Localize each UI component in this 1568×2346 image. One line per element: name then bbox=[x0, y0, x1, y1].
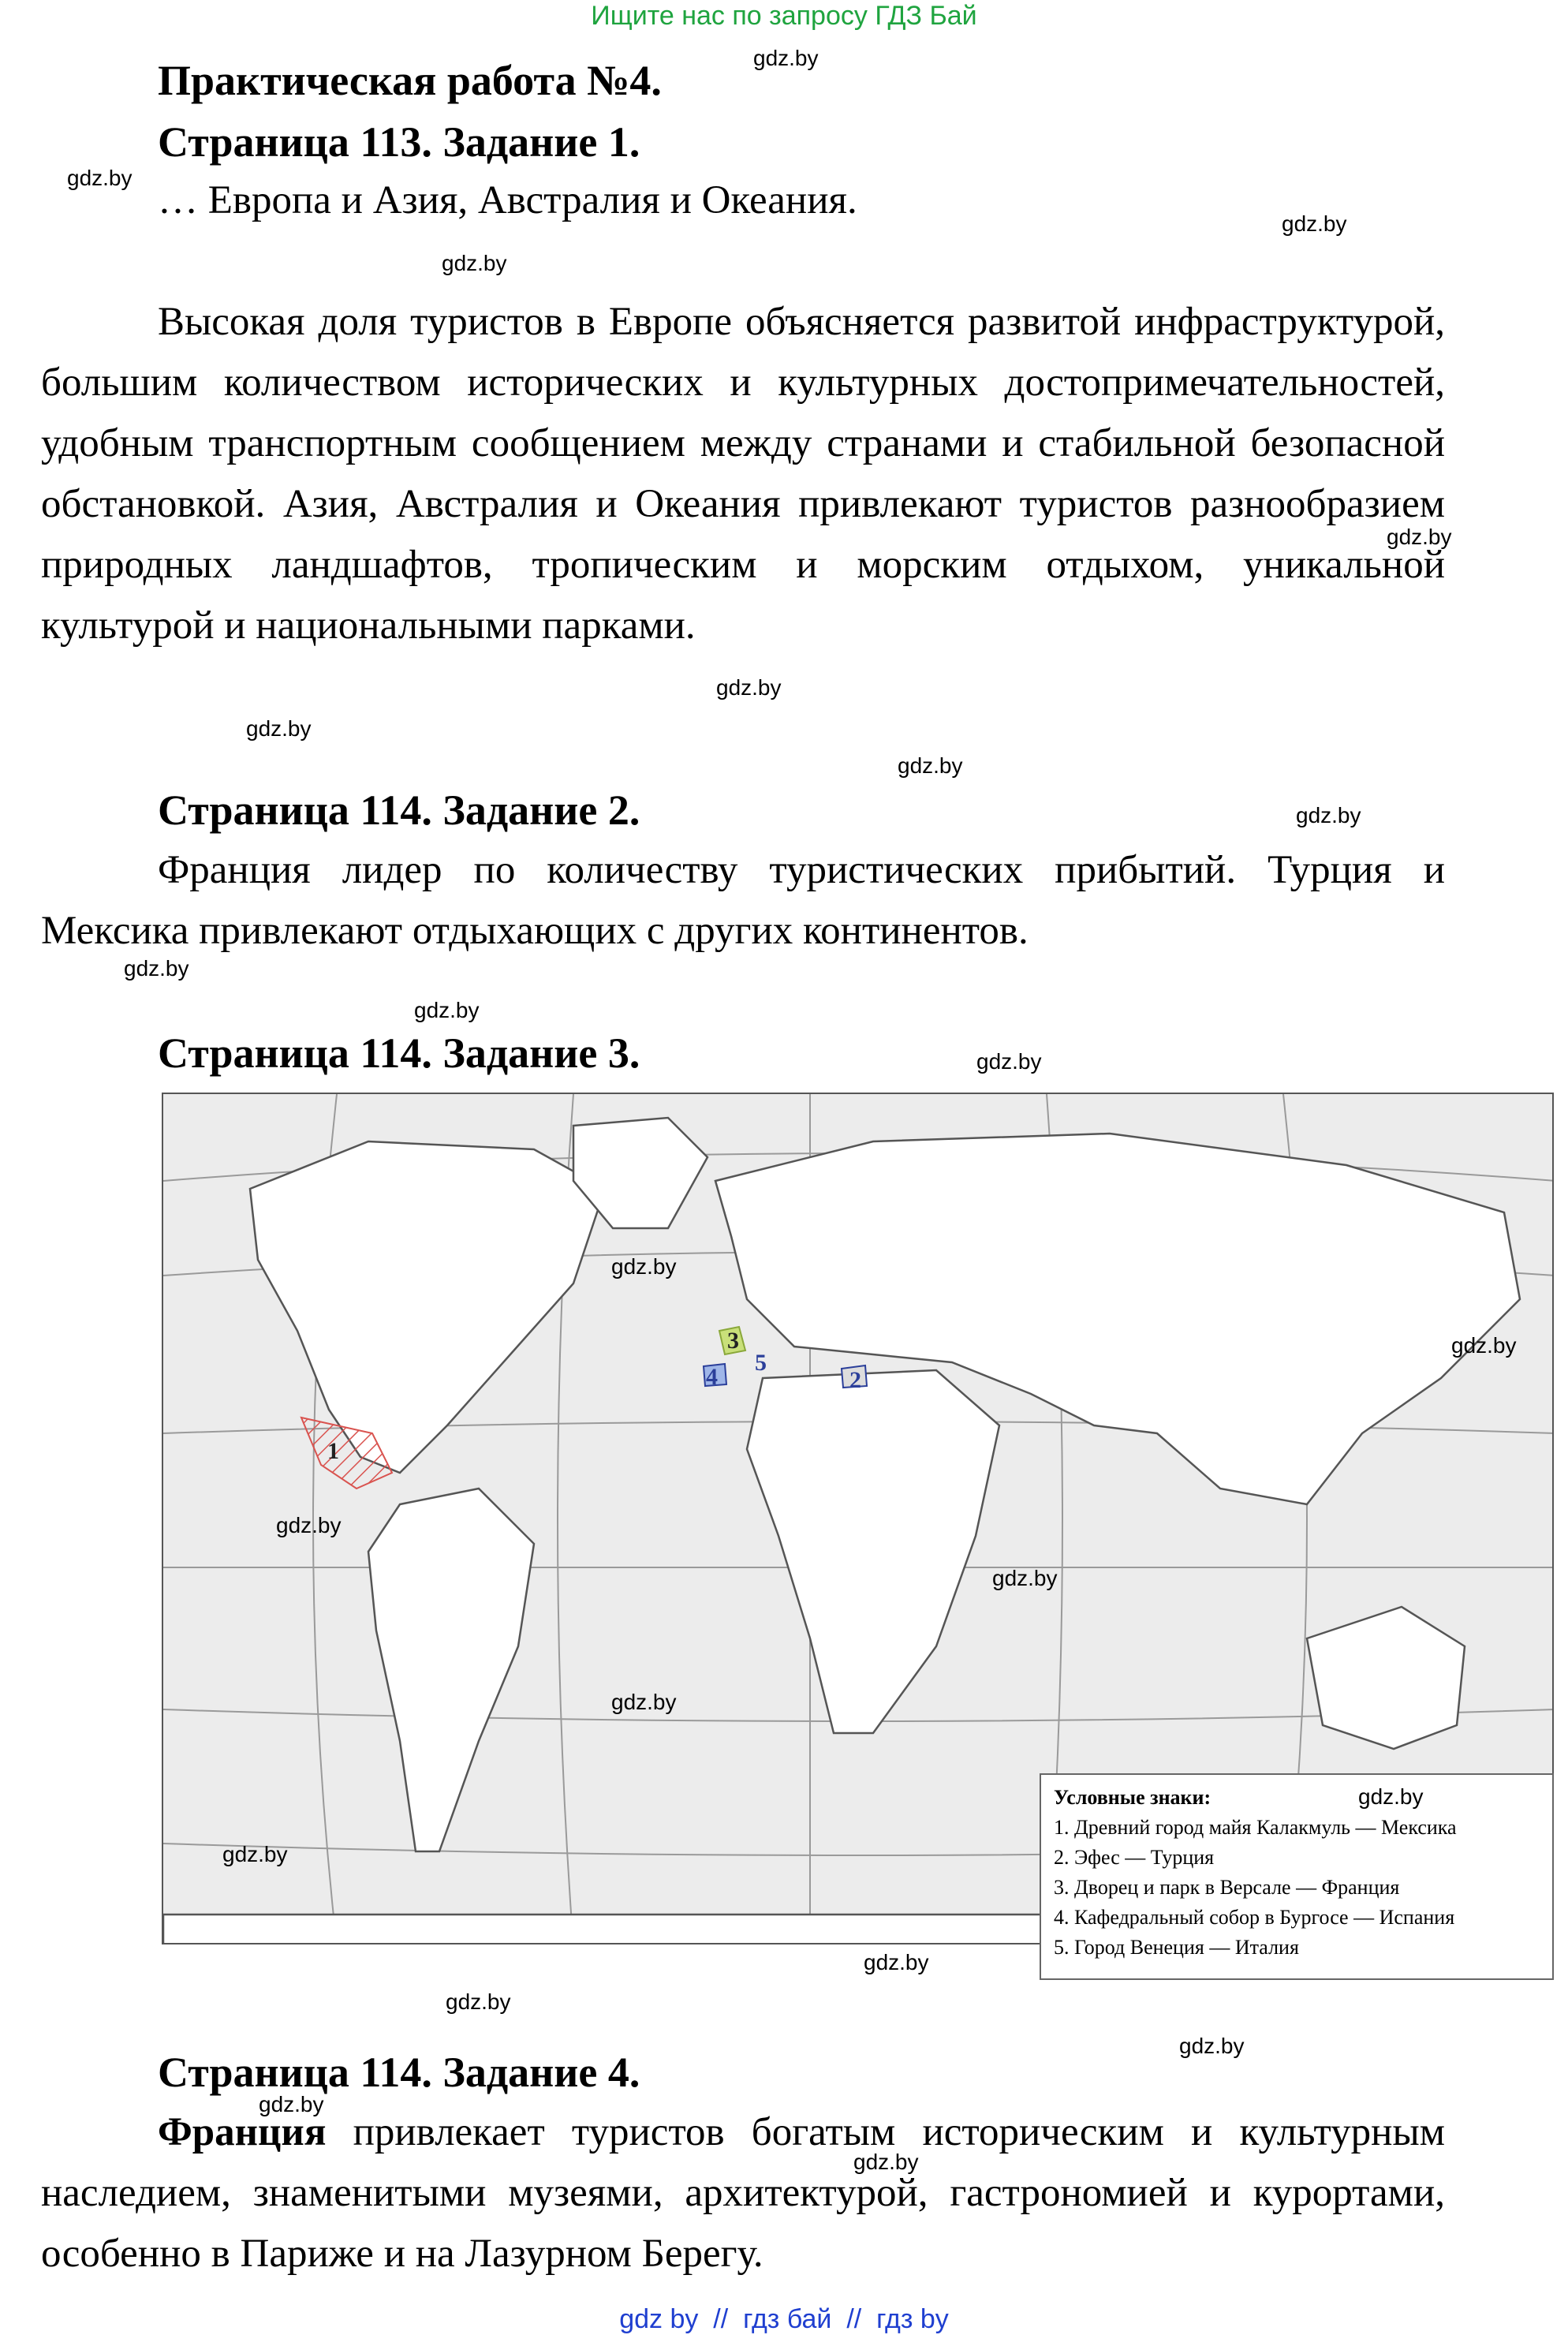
watermark: gdz.by bbox=[446, 1989, 511, 2014]
map-mark-3: 3 bbox=[727, 1328, 739, 1354]
watermark: gdz.by bbox=[222, 1842, 288, 1866]
legend-item: 3. Дворец и парк в Версале — Франция bbox=[1054, 1876, 1400, 1899]
africa-shape bbox=[747, 1370, 999, 1733]
watermark: gdz.by bbox=[442, 251, 507, 275]
task3-heading: Страница 114. Задание 3. bbox=[158, 1029, 640, 1077]
legend-item: 5. Город Венеция — Италия bbox=[1054, 1936, 1299, 1959]
task1-paragraph bbox=[41, 292, 1445, 656]
watermark: gdz.by bbox=[1282, 211, 1347, 236]
watermark: gdz.by bbox=[1451, 1333, 1517, 1358]
legend-item: 4. Кафедральный собор в Бургосе — Испания bbox=[1054, 1906, 1455, 1929]
watermark: gdz.by bbox=[611, 1254, 677, 1279]
watermark: gdz.by bbox=[1358, 1784, 1424, 1809]
watermark: gdz.by bbox=[611, 1690, 677, 1714]
watermark: gdz.by bbox=[976, 1049, 1042, 1074]
task4-bold-word: Франция bbox=[158, 2110, 327, 2154]
watermark: gdz.by bbox=[1387, 525, 1452, 549]
task4-heading: Страница 114. Задание 4. bbox=[158, 2049, 640, 2096]
map-mark-4: 4 bbox=[706, 1364, 718, 1390]
watermark: gdz.by bbox=[246, 716, 312, 741]
legend-item: 2. Эфес — Турция bbox=[1054, 1846, 1215, 1869]
watermark: gdz.by bbox=[864, 1950, 929, 1974]
task1-answer: … Европа и Азия, Австралия и Океания. bbox=[158, 178, 857, 222]
watermark: gdz.by bbox=[259, 2092, 324, 2116]
map-mark-1: 1 bbox=[327, 1438, 339, 1464]
australia-shape bbox=[1307, 1607, 1465, 1749]
legend-title: Условные знаки: bbox=[1054, 1786, 1211, 1809]
task1-paragraph-text: Высокая доля туристов в Европе объясняется развитой инфраструктурой, большим количеством исторических и культурных достопримечательностей, удобным транспортным сообщением между странами и стабильной безопасной обстановкой. Азия, Австралия и Океания привлекают туристов разнообразием природных ландшафтов, тропическим и морским отдыхом, уникальной культурой и национальными парками. bbox=[41, 300, 1445, 648]
watermark: gdz.by bbox=[276, 1513, 342, 1537]
task4-paragraph bbox=[41, 2102, 1445, 2284]
watermark: gdz.by bbox=[853, 2150, 919, 2174]
watermark: gdz.by bbox=[753, 46, 819, 70]
map-legend bbox=[1040, 1773, 1554, 1980]
legend-item: 1. Древний город майя Калакмуль — Мексика bbox=[1054, 1816, 1457, 1839]
watermark: gdz.by bbox=[124, 956, 189, 981]
watermark: gdz.by bbox=[1296, 803, 1361, 827]
top-search-link[interactable]: Ищите нас по запросу ГДЗ Бай bbox=[591, 1, 977, 31]
task1-heading: Страница 113. Задание 1. bbox=[158, 118, 640, 166]
task2-heading: Страница 114. Задание 2. bbox=[158, 786, 640, 834]
task4-paragraph-text: привлекает туристов богатым историческим и культурным наследием, знаменитыми музеями, архитектурой, гастрономией и курортами, особенно в Париже и на Лазурном Берегу. bbox=[41, 2110, 1445, 2276]
task2-paragraph-text: Франция лидер по количеству туристических прибытий. Турция и Мексика привлекают отдыхающих с других континентов. bbox=[41, 848, 1445, 953]
watermark: gdz.by bbox=[898, 753, 963, 778]
map-mark-2: 2 bbox=[849, 1367, 861, 1393]
footer-links[interactable]: gdz by // гдз бай // гдз by bbox=[619, 2304, 949, 2334]
map-mark-5: 5 bbox=[755, 1350, 767, 1376]
watermark: gdz.by bbox=[414, 998, 480, 1022]
watermark: gdz.by bbox=[67, 166, 133, 190]
task2-paragraph bbox=[41, 840, 1445, 962]
watermark: gdz.by bbox=[716, 675, 782, 700]
watermark: gdz.by bbox=[992, 1566, 1058, 1590]
south-america-shape bbox=[368, 1489, 534, 1851]
watermark: gdz.by bbox=[1179, 2034, 1245, 2058]
work-title: Практическая работа №4. bbox=[158, 57, 662, 104]
